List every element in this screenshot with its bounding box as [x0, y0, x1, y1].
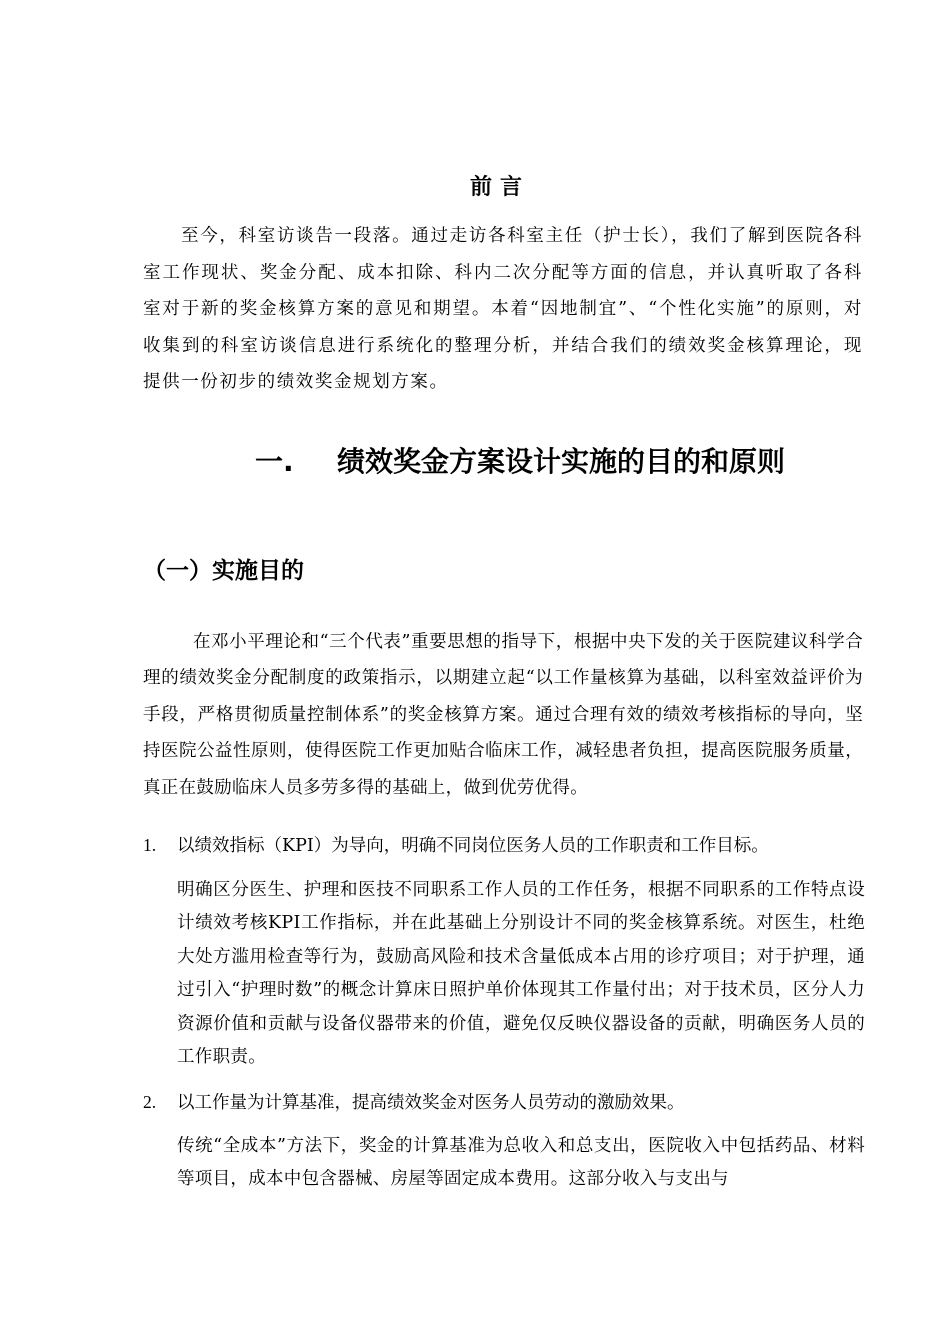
list-item-heading [143, 830, 863, 861]
list-item-number: 2. [143, 1092, 157, 1112]
list-item-heading-text: 以工作量为计算基准，提高绩效奖金对医务人员劳动的激励效果。 [177, 1093, 685, 1113]
section-body-paragraph: 在邓小平理论和“三个代表”重要思想的指导下，根据中央下发的关于医院建议科学合理的绩效奖金分配制度的政策指示，以期建立起“以工作量核算为基础，以科室效益评价为手段，严格贯彻质量控制体系”的奖金核算方案。通过合理有效的绩效考核指标的导向，坚持医院公益性原则，使得医院工作更加贴合临床工作，减轻患者负担，提高医院服务质量，真正在鼓励临床人员多劳多得的基础上，做到优劳优得。 [143, 632, 863, 798]
list-item-heading [143, 1087, 863, 1118]
list-item-paragraph: 明确区分医生、护理和医技不同职系工作人员的工作任务，根据不同职系的工作特点设计绩效考核KPI工作指标，并在此基础上分别设计不同的奖金核算系统。对医生，杜绝大处方滥用检查等行为，鼓励高风险和技术含量低成本占用的诊疗项目；对于护理，通过引入“护理时数”的概念计算床日照护单价体现其工作量付出；对于技术员，区分人力资源价值和贡献与设备仪器带来的价值，避免仅反映仪器设备的贡献，明确医务人员的工作职责。 [177, 880, 865, 1068]
chapter-number: 一. [255, 445, 294, 478]
preface-title: 前言 [469, 175, 530, 200]
list-item-number: 1. [143, 835, 157, 855]
list-item-paragraph: 传统“全成本”方法下，奖金的计算基准为总收入和总支出，医院收入中包括药品、材料等项目，成本中包含器械、房屋等固定成本费用。这部分收入与支出与 [177, 1136, 865, 1190]
preface-paragraph: 至今，科室访谈告一段落。通过走访各科室主任（护士长），我们了解到医院各科室工作现状、奖金分配、成本扣除、科内二次分配等方面的信息，并认真听取了各科室对于新的奖金核算方案的意见和期望。本着“因地制宜”、“个性化实施”的原则，对收集到的科室访谈信息进行系统化的整理分析，并结合我们的绩效奖金核算理论，现提供一份初步的绩效奖金规划方案。 [143, 226, 863, 392]
chapter-heading [255, 440, 785, 480]
list-item-heading-text: 以绩效指标（KPI）为导向，明确不同岗位医务人员的工作职责和工作目标。 [177, 836, 769, 856]
section-title: （一）实施目的 [143, 558, 304, 584]
chapter-title: 绩效奖金方案设计实施的目的和原则 [337, 445, 786, 478]
